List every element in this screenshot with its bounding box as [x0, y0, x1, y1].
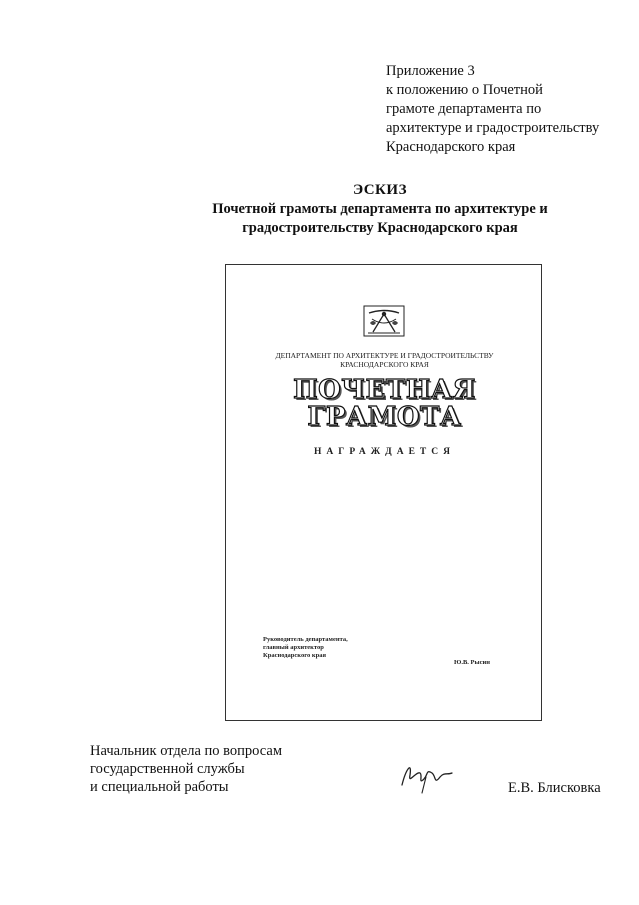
department-line: ДЕПАРТАМЕНТ ПО АРХИТЕКТУРЕ И ГРАДОСТРОИТЕЛЬСТВУ: [275, 351, 494, 360]
appendix-line: архитектуре и градостроительству: [386, 120, 600, 136]
appendix-note: [386, 62, 631, 157]
signer-line: главный архитектор: [263, 644, 324, 651]
title-main: ЭСКИЗ: [353, 182, 407, 198]
department-name: [226, 351, 543, 369]
heading-line: ПОЧЕТНАЯ: [293, 375, 476, 405]
position-line: государственной службы: [90, 761, 245, 777]
title-sub-line: Почетной грамоты департамента по архитектуре и: [212, 201, 548, 217]
position-line: Начальник отдела по вопросам: [90, 743, 283, 759]
awarded-label: НАГРАЖДАЕТСЯ: [314, 447, 455, 457]
title-sub-line: градостроительству Краснодарского края: [242, 220, 518, 236]
compass-emblem-icon: [363, 305, 405, 337]
certificate-heading: [226, 377, 543, 431]
signer-line: Руководитель департамента,: [263, 636, 348, 643]
official-position: [90, 742, 282, 796]
appendix-line: Приложение 3: [386, 63, 475, 79]
appendix-line: грамоте департамента по: [386, 101, 542, 117]
certificate-sketch: [225, 264, 542, 721]
handwritten-signature-icon: [396, 755, 456, 795]
signer-name: Ю.В. Рысин: [454, 659, 490, 666]
department-line: КРАСНОДАРСКОГО КРАЯ: [340, 360, 429, 369]
signer-title: [263, 636, 348, 660]
appendix-line: Краснодарского края: [386, 139, 516, 155]
signer-line: Краснодарского края: [263, 652, 327, 659]
official-name: Е.В. Блисковка: [508, 780, 601, 796]
heading-line: ГРАМОТА: [307, 402, 462, 432]
position-line: и специальной работы: [90, 779, 229, 795]
document-title: [150, 180, 610, 238]
appendix-line: к положению о Почетной: [386, 82, 543, 98]
